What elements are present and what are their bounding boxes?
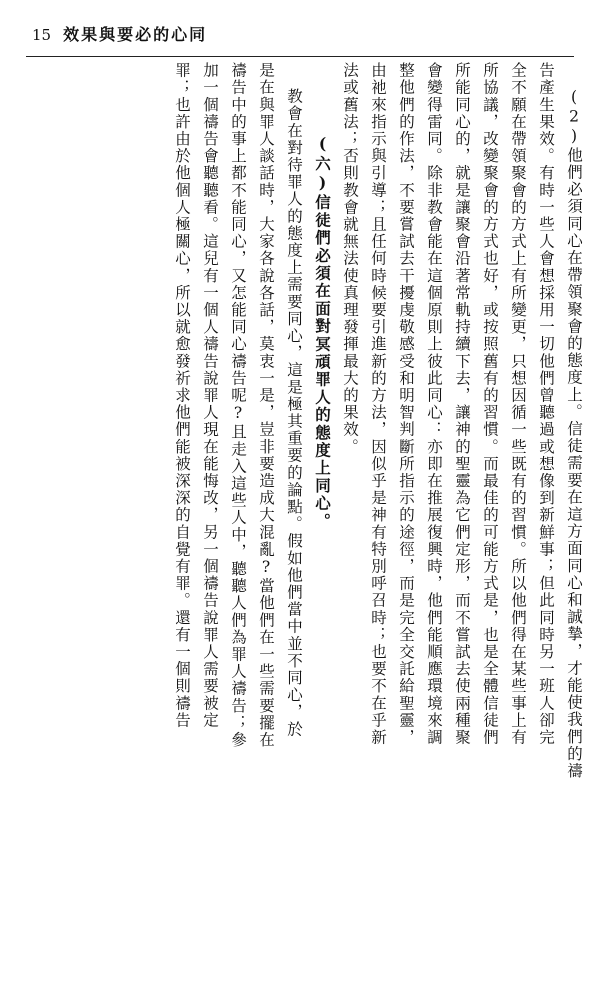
page-header: [26, 22, 574, 52]
text-column: 所能同心的，就是讓聚會沿著常軌持續下去，讓神的聖靈為它們定形，而不嘗試去使兩種聚: [453, 62, 471, 746]
text-column: (2)他們必須同心在帶領聚會的態度上。信徒需要在這方面同心和誠摯，才能使我們的禱: [565, 88, 583, 780]
text-column: 加一個禱告會聽聽看。這兒有一個人禱告說罪人現在能悔改，另一個禱告說罪人需要被定: [201, 62, 219, 729]
text-column: 告產生果效。有時一些人會想採用一切他們曾聽過或想像到新鮮事；但此同時另一班人卻完: [537, 62, 555, 746]
section-heading-column: (六)信徒們必須在面對冥頑罪人的態度上同心。: [313, 134, 332, 531]
text-column: 禱告中的事上都不能同心，又怎能同心禱告呢?且走入這些人中，聽聽人們為罪人禱告；參: [229, 62, 247, 749]
text-column: 由祂來指示與引導；且任何時候要引進新的方法，因似乎是神有特別呼召時；也要不在乎新: [369, 62, 387, 746]
vertical-text-body: [12, 62, 588, 931]
text-column: 整他們的作法，不要嘗試去干擾虔敬感受和明智判斷所指示的途徑，而是完全交託給聖靈，: [397, 62, 415, 746]
header-divider: [26, 56, 574, 57]
text-column: 所協議，改變聚會的方式也好，或按照舊有的習慣。而最佳的可能方式是，也是全體信徒們: [481, 62, 499, 746]
text-column: 全不願在帶領聚會的方式上有所變更，只想因循一些既有的習慣。所以他們得在某些事上有: [509, 62, 527, 746]
text-column: 教會在對待罪人的態度上需要同心，這是極其重要的論點。假如他們當中並不同心，於: [285, 88, 303, 738]
page-number: 15: [32, 26, 52, 44]
text-column: 是在與罪人談話時，大家各說各話，莫衷一是，豈非要造成大混亂?當他們在一些需要擺在: [257, 62, 275, 749]
page-title: 效果與要必的心同: [63, 25, 208, 44]
text-column: 法或舊法；否則教會就無法使真理發揮最大的果效。: [341, 62, 359, 456]
text-column: 罪；也許由於他個人極關心，所以就愈發祈求他們能被深深的自覺有罪。還有一個則禱告: [173, 62, 191, 729]
text-column: 會變得雷同。除非教會能在這個原則上彼此同心：亦即在推展復興時，他們能順應環境來調: [425, 62, 443, 746]
